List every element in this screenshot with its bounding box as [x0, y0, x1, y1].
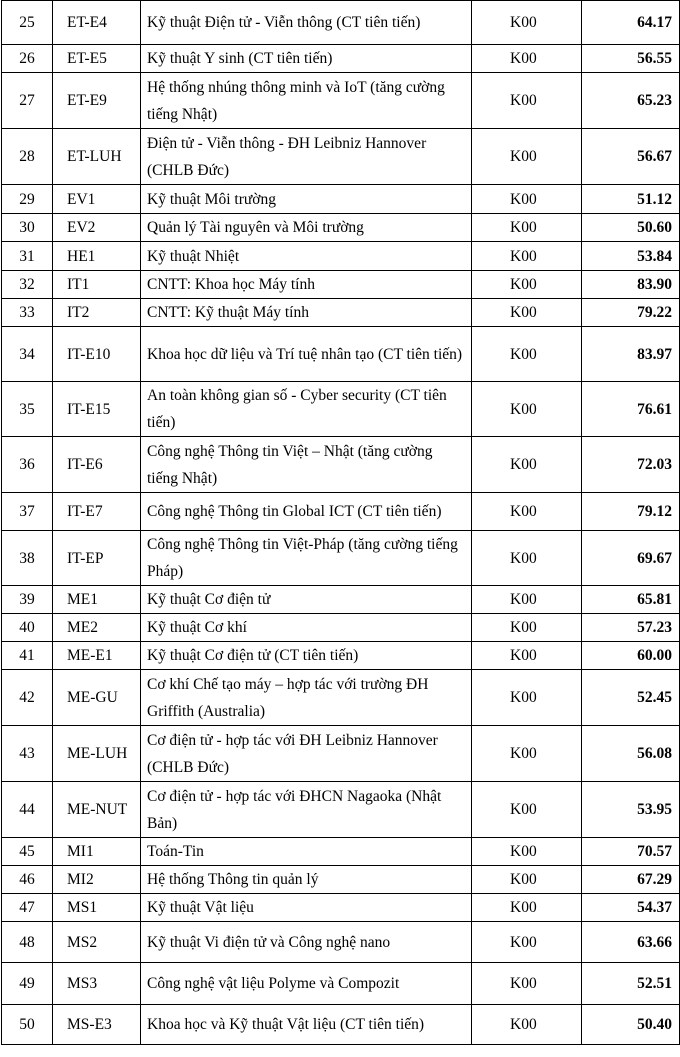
cell-score: 72.03: [582, 437, 680, 493]
cell-stt: 34: [2, 327, 53, 382]
cell-stt: 44: [2, 782, 53, 838]
table-row: [2, 1005, 680, 1045]
cell-score: 52.51: [582, 963, 680, 1005]
cell-stt: 48: [2, 922, 53, 963]
table-row: [2, 586, 680, 614]
table-row: [2, 894, 680, 922]
cell-stt: 39: [2, 586, 53, 614]
cell-group: K00: [472, 531, 582, 586]
cell-stt: 36: [2, 437, 53, 493]
cell-group: K00: [472, 493, 582, 531]
cell-stt: 30: [2, 214, 53, 242]
table-row: [2, 726, 680, 782]
cell-name: Quản lý Tài nguyên và Môi trường: [141, 214, 472, 242]
cell-score: 63.66: [582, 922, 680, 963]
table-row: [2, 531, 680, 586]
cell-name: Toán-Tin: [141, 838, 472, 866]
cell-group: K00: [472, 242, 582, 271]
cell-code: EV2: [53, 214, 141, 242]
cell-code: IT-E15: [53, 382, 141, 437]
cell-name: Cơ điện tử - hợp tác với ĐH Leibniz Hannover (CHLB Đức): [141, 726, 472, 782]
table-row: [2, 642, 680, 670]
table-row: [2, 963, 680, 1005]
cell-code: MI1: [53, 838, 141, 866]
cell-code: HE1: [53, 242, 141, 271]
cell-group: K00: [472, 129, 582, 185]
cell-stt: 32: [2, 271, 53, 299]
cell-group: K00: [472, 963, 582, 1005]
cell-group: K00: [472, 726, 582, 782]
cell-name: Khoa học và Kỹ thuật Vật liệu (CT tiên tiến): [141, 1005, 472, 1045]
cell-group: K00: [472, 437, 582, 493]
cell-group: K00: [472, 382, 582, 437]
cell-code: IT-E10: [53, 327, 141, 382]
cell-score: 76.61: [582, 382, 680, 437]
cell-score: 56.08: [582, 726, 680, 782]
cell-group: K00: [472, 1005, 582, 1045]
cell-score: 57.23: [582, 614, 680, 642]
cell-score: 50.60: [582, 214, 680, 242]
cell-stt: 33: [2, 299, 53, 327]
table-row: [2, 437, 680, 493]
cell-code: MS-E3: [53, 1005, 141, 1045]
cell-code: ME-E1: [53, 642, 141, 670]
cell-name: An toàn không gian số - Cyber security (CT tiên tiến): [141, 382, 472, 437]
cell-score: 53.84: [582, 242, 680, 271]
cell-stt: 29: [2, 185, 53, 214]
table-row: [2, 866, 680, 894]
cell-group: K00: [472, 45, 582, 73]
cell-code: EV1: [53, 185, 141, 214]
table-row: [2, 493, 680, 531]
cell-score: 83.97: [582, 327, 680, 382]
cell-code: IT-EP: [53, 531, 141, 586]
cell-name: Kỹ thuật Cơ khí: [141, 614, 472, 642]
cell-name: CNTT: Kỹ thuật Máy tính: [141, 299, 472, 327]
cell-name: Kỹ thuật Vật liệu: [141, 894, 472, 922]
cell-stt: 43: [2, 726, 53, 782]
cell-score: 70.57: [582, 838, 680, 866]
table-row: [2, 782, 680, 838]
cell-group: K00: [472, 838, 582, 866]
table-row: [2, 922, 680, 963]
admission-scores-table: [1, 0, 680, 1045]
cell-stt: 25: [2, 1, 53, 45]
table-row: [2, 614, 680, 642]
table-row: [2, 73, 680, 129]
cell-code: ME2: [53, 614, 141, 642]
cell-stt: 50: [2, 1005, 53, 1045]
table-row: [2, 185, 680, 214]
cell-group: K00: [472, 271, 582, 299]
cell-group: K00: [472, 894, 582, 922]
cell-name: Công nghệ Thông tin Global ICT (CT tiên tiến): [141, 493, 472, 531]
cell-name: Kỹ thuật Vi điện tử và Công nghệ nano: [141, 922, 472, 963]
cell-stt: 31: [2, 242, 53, 271]
cell-code: ET-LUH: [53, 129, 141, 185]
table-row: [2, 45, 680, 73]
cell-group: K00: [472, 782, 582, 838]
cell-group: K00: [472, 299, 582, 327]
cell-code: MS2: [53, 922, 141, 963]
cell-stt: 40: [2, 614, 53, 642]
cell-score: 69.67: [582, 531, 680, 586]
table-row: [2, 242, 680, 271]
cell-name: Khoa học dữ liệu và Trí tuệ nhân tạo (CT tiên tiến): [141, 327, 472, 382]
cell-name: Kỹ thuật Y sinh (CT tiên tiến): [141, 45, 472, 73]
table-row: [2, 271, 680, 299]
cell-code: ET-E4: [53, 1, 141, 45]
cell-code: ME-NUT: [53, 782, 141, 838]
cell-score: 79.12: [582, 493, 680, 531]
cell-code: MS1: [53, 894, 141, 922]
cell-code: IT2: [53, 299, 141, 327]
cell-stt: 35: [2, 382, 53, 437]
cell-name: Kỹ thuật Điện tử - Viễn thông (CT tiên tiến): [141, 1, 472, 45]
cell-stt: 38: [2, 531, 53, 586]
cell-score: 64.17: [582, 1, 680, 45]
table-row: [2, 838, 680, 866]
table-row: [2, 1, 680, 45]
cell-group: K00: [472, 327, 582, 382]
cell-name: Công nghệ Thông tin Việt-Pháp (tăng cường tiếng Pháp): [141, 531, 472, 586]
cell-score: 67.29: [582, 866, 680, 894]
cell-score: 50.40: [582, 1005, 680, 1045]
cell-code: ME-GU: [53, 670, 141, 726]
cell-name: Hệ thống Thông tin quản lý: [141, 866, 472, 894]
table-row: [2, 327, 680, 382]
cell-group: K00: [472, 614, 582, 642]
cell-stt: 37: [2, 493, 53, 531]
table-row: [2, 299, 680, 327]
cell-code: MS3: [53, 963, 141, 1005]
cell-code: ET-E5: [53, 45, 141, 73]
cell-score: 65.81: [582, 586, 680, 614]
cell-stt: 46: [2, 866, 53, 894]
table-row: [2, 670, 680, 726]
cell-score: 56.55: [582, 45, 680, 73]
cell-name: CNTT: Khoa học Máy tính: [141, 271, 472, 299]
cell-group: K00: [472, 1, 582, 45]
cell-score: 65.23: [582, 73, 680, 129]
cell-name: Cơ khí Chế tạo máy – hợp tác với trường ĐH Griffith (Australia): [141, 670, 472, 726]
cell-name: Kỹ thuật Môi trường: [141, 185, 472, 214]
cell-group: K00: [472, 185, 582, 214]
table-row: [2, 129, 680, 185]
cell-group: K00: [472, 214, 582, 242]
cell-stt: 45: [2, 838, 53, 866]
cell-score: 83.90: [582, 271, 680, 299]
cell-stt: 49: [2, 963, 53, 1005]
cell-stt: 41: [2, 642, 53, 670]
cell-code: ET-E9: [53, 73, 141, 129]
cell-stt: 26: [2, 45, 53, 73]
cell-group: K00: [472, 922, 582, 963]
cell-code: ME1: [53, 586, 141, 614]
cell-name: Công nghệ Thông tin Việt – Nhật (tăng cường tiếng Nhật): [141, 437, 472, 493]
cell-code: IT-E6: [53, 437, 141, 493]
cell-name: Kỹ thuật Cơ điện tử (CT tiên tiến): [141, 642, 472, 670]
cell-code: IT1: [53, 271, 141, 299]
cell-name: Công nghệ vật liệu Polyme và Compozit: [141, 963, 472, 1005]
cell-score: 56.67: [582, 129, 680, 185]
cell-score: 51.12: [582, 185, 680, 214]
cell-score: 54.37: [582, 894, 680, 922]
cell-stt: 42: [2, 670, 53, 726]
cell-score: 60.00: [582, 642, 680, 670]
cell-stt: 27: [2, 73, 53, 129]
cell-name: Kỹ thuật Cơ điện tử: [141, 586, 472, 614]
cell-name: Hệ thống nhúng thông minh và IoT (tăng cường tiếng Nhật): [141, 73, 472, 129]
cell-group: K00: [472, 670, 582, 726]
cell-code: IT-E7: [53, 493, 141, 531]
cell-group: K00: [472, 866, 582, 894]
cell-name: Kỹ thuật Nhiệt: [141, 242, 472, 271]
cell-stt: 47: [2, 894, 53, 922]
cell-group: K00: [472, 642, 582, 670]
cell-stt: 28: [2, 129, 53, 185]
table-row: [2, 214, 680, 242]
cell-name: Điện tử - Viễn thông - ĐH Leibniz Hannover (CHLB Đức): [141, 129, 472, 185]
cell-code: MI2: [53, 866, 141, 894]
cell-score: 52.45: [582, 670, 680, 726]
cell-code: ME-LUH: [53, 726, 141, 782]
table-body: [2, 1, 680, 1045]
table-row: [2, 382, 680, 437]
cell-score: 53.95: [582, 782, 680, 838]
cell-group: K00: [472, 586, 582, 614]
cell-name: Cơ điện tử - hợp tác với ĐHCN Nagaoka (Nhật Bản): [141, 782, 472, 838]
cell-group: K00: [472, 73, 582, 129]
cell-score: 79.22: [582, 299, 680, 327]
